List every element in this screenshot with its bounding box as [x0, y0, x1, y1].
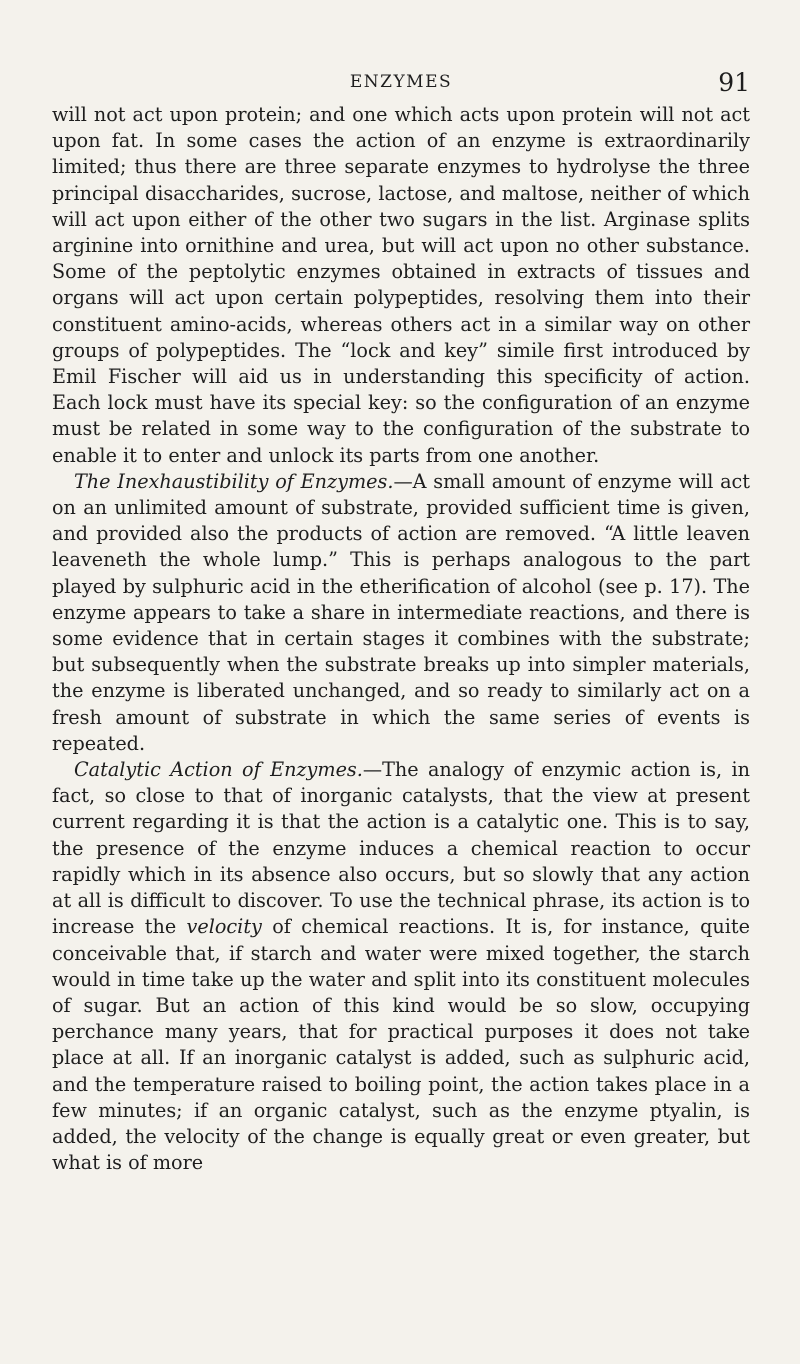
paragraph-text: —A small amount of enzyme will act on an unlimited amount of substrate, provided sufficient time is given, and provided also the products of action are removed. “A little leaven leaveneth the whole lump.” This is perhaps analogous to the part played by sulphuric acid in the etherification of alcohol (see p. 17). The enzyme appears to take a share in intermediate reactions, and there is some evidence that in certain stages it combines with the substrate; but subsequently when the substrate breaks up into simpler materials, the enzyme is liberated unchanged, and so ready to similarly act on a fresh amount of substrate in which the same series of events is repeated.	[52, 469, 750, 755]
page-number: 91	[718, 68, 750, 97]
paragraph	[52, 102, 750, 469]
body-text	[52, 102, 750, 1176]
paragraph-text: will not act upon protein; and one which acts upon protein will not act upon fat. In some cases the action of an enzyme is extraordinarily limited; thus there are three separate enzymes to hydrolyse the three principal disaccharides, sucrose, lactose, and maltose, neither of which will act upon either of the other two sugars in the list. Arginase splits arginine into ornithine and urea, but will act upon no other substance. Some of the peptolytic enzymes obtained in extracts of tissues and organs will act upon certain polypeptides, resolving them into their constituent amino-acids, whereas others act in a similar way on other groups of polypeptides. The “lock and key” simile first introduced by Emil Fischer will aid us in understanding this specificity of action. Each lock must have its special key: so the configuration of an enzyme must be related in some way to the configuration of the substrate to enable it to enter and unlock its parts from one another.	[52, 103, 750, 467]
paragraph-text: —The analogy of enzymic action is, in fact, so close to that of inorganic catalysts, that the view at present current regarding it is that the action is a catalytic one. This is to say, the presence of the enzyme induces a chemical reaction to occur rapidly which in its absence also occurs, but so slowly that any action at all is difficult to discover. To use the technical phrase, its action is to increase the	[52, 758, 750, 939]
running-head: ENZYMES	[349, 72, 453, 92]
paragraph	[52, 469, 750, 757]
paragraph-text: of chemical reactions. It is, for instance, quite conceivable that, if starch and water were mixed together, the starch would in time take up the water and split into its constituent molecules of sugar. But an action of this kind would be so slow, occupying perchance many years, that for practical purposes it does not take place at all. If an inorganic catalyst is added, such as sulphuric acid, and the temperature raised to boiling point, the action takes place in a few minutes; if an organic catalyst, such as the enzyme ptyalin, is added, the velocity of the change is equally great or even greater, but what is of more	[52, 915, 750, 1175]
section-heading: The Inexhaustibility of Enzymes.	[74, 469, 394, 493]
paragraph	[52, 757, 750, 1176]
emphasis: velocity	[186, 915, 262, 939]
section-heading: Catalytic Action of Enzymes.	[74, 758, 363, 782]
page-header	[52, 68, 750, 102]
